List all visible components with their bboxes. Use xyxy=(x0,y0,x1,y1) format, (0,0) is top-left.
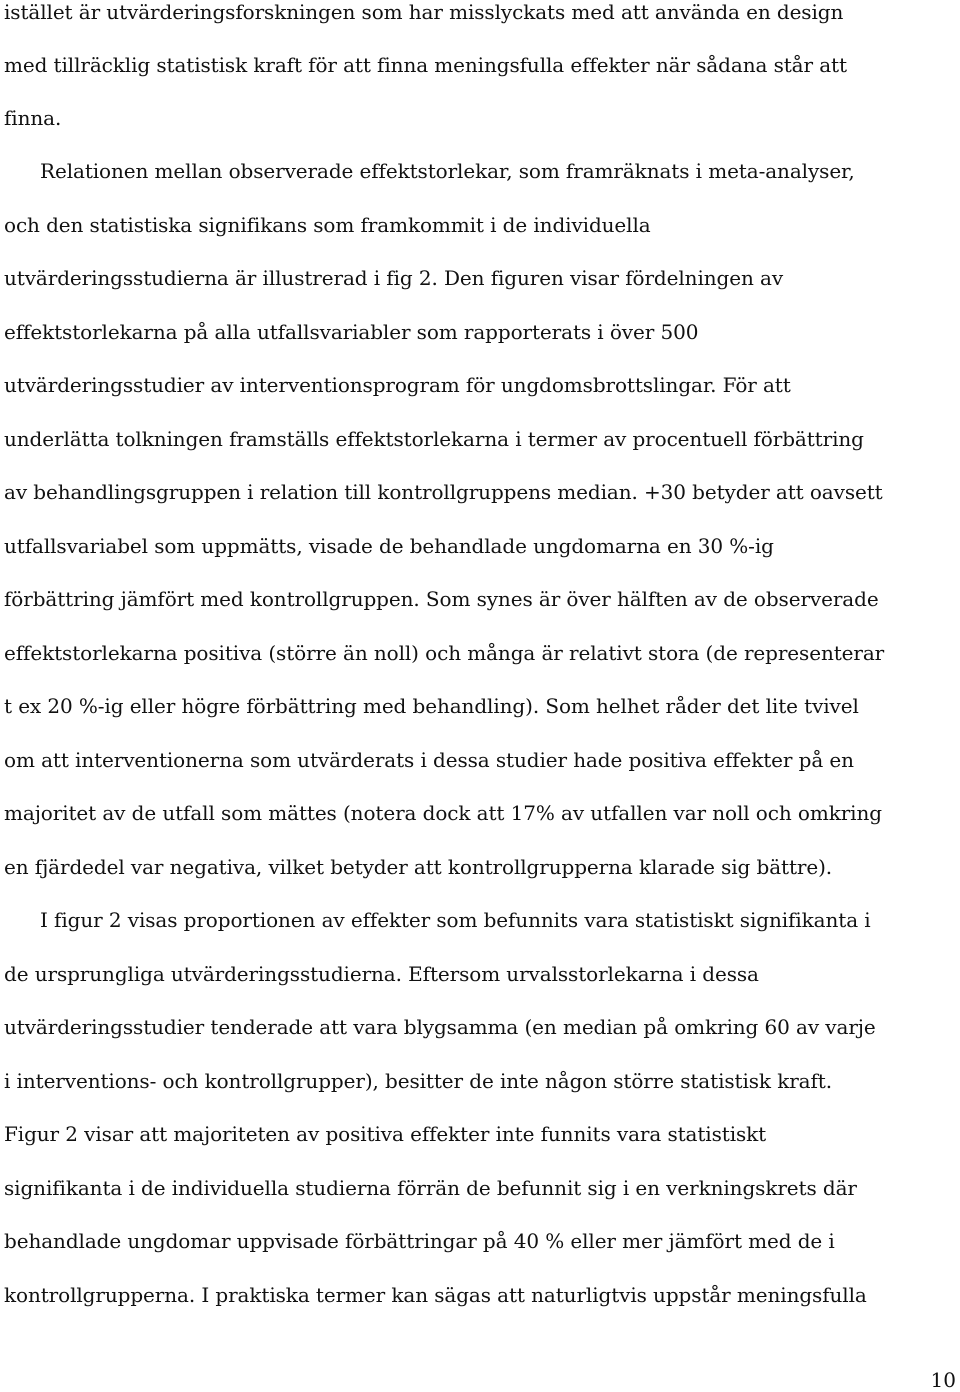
text-line: en fjärdedel var negativa, vilket betyder att kontrollgrupperna klarade sig bättre). xyxy=(4,855,833,879)
text-line: med tillräcklig statistisk kraft för att finna meningsfulla effekter när sådana står att xyxy=(4,53,847,77)
text-line: utvärderingsstudier tenderade att vara blygsamma (en median på omkring 60 av varje xyxy=(4,1015,876,1039)
text-line: Relationen mellan observerade effektstorlekar, som framräknats i meta-analyser, xyxy=(40,159,855,183)
text-line: istället är utvärderingsforskningen som har misslyckats med att använda en design xyxy=(4,0,844,24)
text-line: förbättring jämfört med kontrollgruppen. Som synes är över hälften av de observerade xyxy=(4,587,879,611)
text-line: Figur 2 visar att majoriteten av positiva effekter inte funnits vara statistiskt xyxy=(4,1122,767,1146)
text-line: i interventions- och kontrollgrupper), besitter de inte någon större statistisk kraft. xyxy=(4,1069,833,1093)
text-line: effektstorlekarna positiva (större än noll) och många är relativt stora (de representerar xyxy=(4,641,885,665)
text-line: I figur 2 visas proportionen av effekter som befunnits vara statistiskt signifikanta i xyxy=(40,908,871,932)
text-line: utfallsvariabel som uppmätts, visade de behandlade ungdomarna en 30 %-ig xyxy=(4,534,774,558)
text-line: utvärderingsstudierna är illustrerad i fig 2. Den figuren visar fördelningen av xyxy=(4,266,784,290)
text-line: signifikanta i de individuella studierna förrän de befunnit sig i en verkningskrets där xyxy=(4,1176,857,1200)
text-line: effektstorlekarna på alla utfallsvariabler som rapporterats i över 500 xyxy=(4,320,699,344)
text-line: utvärderingsstudier av interventionsprogram för ungdomsbrottslingar. För att xyxy=(4,373,791,397)
text-line: kontrollgrupperna. I praktiska termer kan sägas att naturligtvis uppstår meningsfulla xyxy=(4,1283,867,1307)
text-line: underlätta tolkningen framställs effektstorlekarna i termer av procentuell förbättring xyxy=(4,427,864,451)
text-line: majoritet av de utfall som mättes (notera dock att 17% av utfallen var noll och omkring xyxy=(4,801,882,825)
text-line: om att interventionerna som utvärderats i dessa studier hade positiva effekter på en xyxy=(4,748,854,772)
text-line: behandlade ungdomar uppvisade förbättringar på 40 % eller mer jämfört med de i xyxy=(4,1229,835,1253)
text-line: t ex 20 %-ig eller högre förbättring med behandling). Som helhet råder det lite tvivel xyxy=(4,694,859,718)
page-number: 10 xyxy=(930,1368,956,1392)
text-line: de ursprungliga utvärderingsstudierna. Eftersom urvalsstorlekarna i dessa xyxy=(4,962,759,986)
text-line: och den statistiska signifikans som framkommit i de individuella xyxy=(4,213,651,237)
text-line: av behandlingsgruppen i relation till kontrollgruppens median. +30 betyder att oavsett xyxy=(4,480,883,504)
text-line: finna. xyxy=(4,106,62,130)
